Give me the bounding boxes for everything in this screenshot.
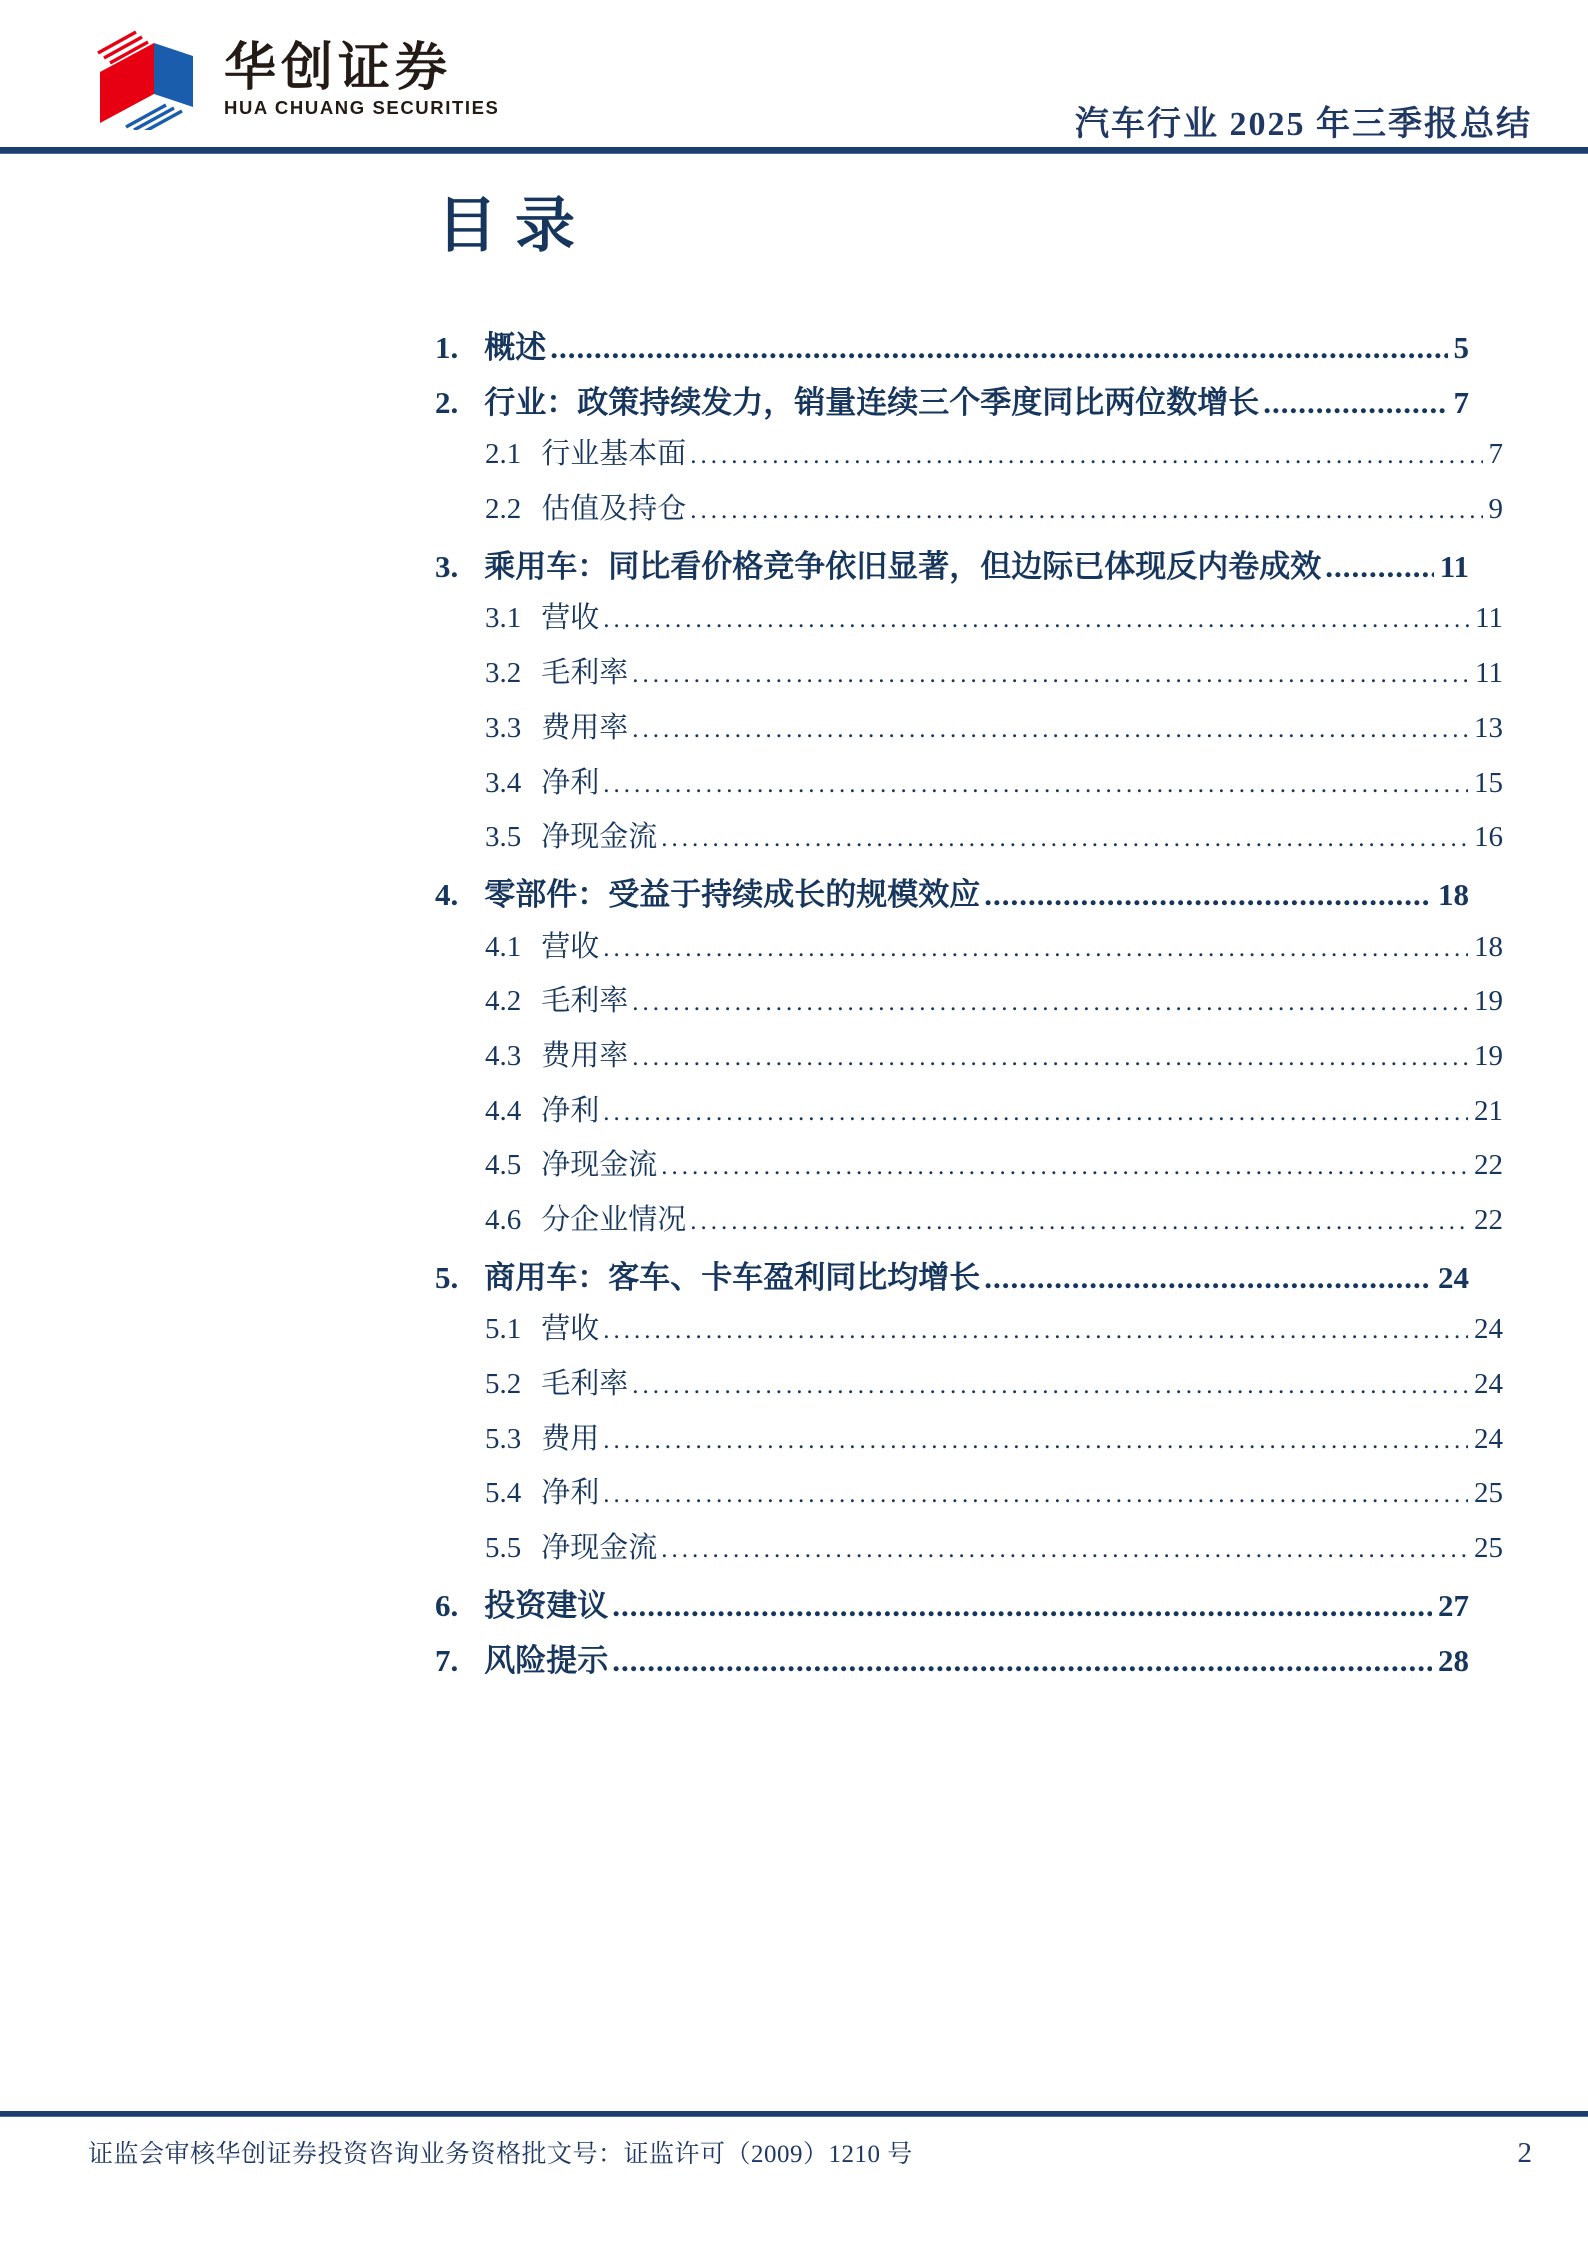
toc-entry-number: 7. [435,1642,459,1678]
toc-entry-label: 毛利率 [541,985,629,1018]
toc-entry-5-3[interactable] [485,1416,1503,1471]
toc-leader-dots [603,1099,1468,1127]
page-number: 2 [1517,2137,1532,2169]
toc-entry-page: 9 [1488,493,1503,526]
toc-entry-label: 费用 [541,1422,600,1455]
toc-leader-dots [603,606,1469,634]
toc-entry-1[interactable] [435,322,1503,377]
toc-entry-3-3[interactable] [485,705,1503,760]
toc-entry-number: 3.4 [485,766,522,799]
toc-leader-dots [550,330,1447,366]
toc-leader-dots [603,1481,1468,1509]
toc-entry-label: 零部件：受益于持续成长的规模效应 [484,876,981,912]
toc-entry-label: 营收 [541,602,600,635]
toc-entry-5-5[interactable] [485,1525,1503,1580]
toc-entry-page: 7 [1453,384,1469,420]
footer [88,2134,1532,2170]
toc-entry-label: 概述 [484,330,547,365]
toc-entry-label: 行业基本面 [541,438,687,471]
toc-entry-number: 4.5 [485,1149,522,1182]
toc-entry-5-1[interactable] [485,1306,1503,1361]
toc-entry-label: 行业：政策持续发力，销量连续三个季度同比两位数增长 [484,384,1260,420]
toc-entry-4[interactable] [435,869,1503,924]
toc-entry-page: 19 [1474,985,1503,1018]
toc-leader-dots [632,1044,1468,1072]
toc-leader-dots [612,1588,1432,1624]
toc-entry-page: 25 [1474,1477,1503,1510]
toc-entry-4-1[interactable] [485,924,1503,979]
report-title: 汽车行业 2025 年三季报总结 [1075,106,1532,143]
logo-en-text: HUA CHUANG SECURITIES [224,97,500,119]
toc-entry-page: 24 [1474,1368,1503,1401]
toc-entry-number: 5.5 [485,1532,522,1565]
toc-leader-dots [661,825,1468,853]
toc-entry-label: 净现金流 [541,1149,658,1182]
toc-entry-3[interactable] [435,541,1503,596]
footer-license-text: 证监会审核华创证券投资咨询业务资格批文号：证监许可（2009）1210 号 [88,2141,913,2168]
toc-entry-7[interactable] [435,1635,1503,1690]
toc-entry-label: 净现金流 [541,821,658,854]
toc-entry-number: 2. [435,384,459,420]
toc-leader-dots [603,1317,1468,1345]
toc-entry-6[interactable] [435,1580,1503,1635]
toc-entry-2-1[interactable] [485,431,1503,486]
toc-entry-label: 净现金流 [541,1532,658,1565]
toc-entry-number: 4.6 [485,1204,522,1236]
toc-entry-2[interactable] [435,377,1503,432]
toc-leader-dots [603,935,1468,963]
toc-entry-label: 乘用车：同比看价格竞争依旧显著，但边际已体现反内卷成效 [484,548,1322,584]
toc-leader-dots [984,1260,1432,1296]
toc-entry-page: 16 [1474,821,1503,854]
toc-title: 目录 [437,193,593,259]
toc-entry-5-4[interactable] [485,1470,1503,1525]
toc-entry-3-1[interactable] [485,595,1503,650]
toc-entry-page: 24 [1474,1422,1503,1455]
toc-entry-number: 4.4 [485,1094,522,1127]
toc-entry-4-2[interactable] [485,978,1503,1033]
toc-entry-page: 21 [1474,1094,1503,1127]
toc-leader-dots [984,877,1432,913]
huachuang-logo [92,30,499,130]
toc-entry-page: 13 [1474,711,1503,744]
toc-entry-number: 5.4 [485,1477,522,1510]
header-rule [0,147,1588,154]
toc-entry-label: 分企业情况 [541,1204,687,1236]
toc-entry-2-2[interactable] [485,486,1503,541]
toc-entry-page: 11 [1475,602,1503,635]
toc-entry-page: 27 [1438,1587,1469,1623]
toc-entry-3-4[interactable] [485,760,1503,815]
toc-leader-dots [690,1208,1468,1236]
toc-entry-page: 24 [1438,1259,1469,1295]
toc-entry-number: 1. [435,330,459,365]
toc-entry-number: 5.2 [485,1368,522,1401]
toc-leader-dots [1263,385,1447,421]
toc-entry-4-6[interactable] [485,1197,1503,1252]
toc-entry-label: 风险提示 [484,1642,609,1678]
toc-entry-label: 净利 [541,1477,600,1510]
toc-entry-number: 6. [435,1587,459,1623]
toc-entry-page: 18 [1474,930,1503,963]
toc-entry-label: 营收 [541,930,600,963]
toc-entry-label: 净利 [541,1094,600,1127]
toc-leader-dots [690,497,1482,525]
toc-entry-page: 5 [1453,330,1469,365]
toc-entry-number: 5. [435,1259,459,1295]
toc-entry-label: 费用率 [541,1039,629,1072]
toc-entry-5[interactable] [435,1252,1503,1307]
toc-leader-dots [1325,549,1433,585]
toc-entry-number: 5.3 [485,1422,522,1455]
toc-entry-page: 15 [1474,766,1503,799]
toc-entry-number: 3.2 [485,657,522,690]
toc-entry-number: 4.1 [485,930,522,963]
toc-entry-page: 18 [1438,876,1469,912]
toc-entry-3-5[interactable] [485,814,1503,869]
toc-entry-number: 2.2 [485,493,522,526]
toc-leader-dots [603,771,1468,799]
toc-entry-number: 3.1 [485,602,522,635]
logo-cn-text: 华创证券 [224,38,453,97]
toc-entry-label: 费用率 [541,711,629,744]
toc-entry-number: 3.3 [485,711,522,744]
toc-entry-4-3[interactable] [485,1033,1503,1088]
toc-leader-dots [632,716,1468,744]
toc-entry-page: 22 [1474,1204,1503,1236]
toc-leader-dots [632,1372,1468,1400]
toc-leader-dots [603,1427,1468,1455]
toc-entry-number: 4.3 [485,1039,522,1072]
toc-list [435,322,1503,1689]
toc-entry-label: 毛利率 [541,1368,629,1401]
toc-entry-page: 25 [1474,1532,1503,1565]
toc-entry-number: 5.1 [485,1313,522,1346]
toc-entry-5-2[interactable] [485,1361,1503,1416]
toc-entry-number: 4.2 [485,985,522,1018]
toc-entry-number: 3. [435,548,459,584]
toc-entry-label: 净利 [541,766,600,799]
toc-entry-number: 2.1 [485,438,522,471]
toc-entry-label: 毛利率 [541,657,629,690]
toc-leader-dots [632,989,1468,1017]
toc-entry-page: 28 [1438,1642,1469,1678]
toc-entry-4-4[interactable] [485,1088,1503,1143]
toc-entry-page: 22 [1474,1149,1503,1182]
toc-entry-4-5[interactable] [485,1142,1503,1197]
toc-entry-3-2[interactable] [485,650,1503,705]
toc-entry-label: 营收 [541,1313,600,1346]
logo-cube-icon [92,30,208,130]
toc-entry-label: 商用车：客车、卡车盈利同比均增长 [484,1259,981,1295]
toc-entry-page: 11 [1475,657,1503,690]
toc-leader-dots [632,661,1469,689]
toc-entry-page: 11 [1439,548,1469,584]
toc-leader-dots [661,1536,1468,1564]
toc-leader-dots [612,1643,1432,1679]
toc-entry-page: 7 [1488,438,1503,471]
toc-leader-dots [690,442,1482,470]
toc-leader-dots [661,1153,1468,1181]
footer-rule [0,2111,1588,2117]
toc-entry-label: 投资建议 [484,1587,609,1623]
toc-entry-number: 3.5 [485,821,522,854]
toc-entry-page: 24 [1474,1313,1503,1346]
toc-entry-number: 4. [435,876,459,912]
toc-entry-label: 估值及持仓 [541,493,687,526]
toc-entry-page: 19 [1474,1039,1503,1072]
